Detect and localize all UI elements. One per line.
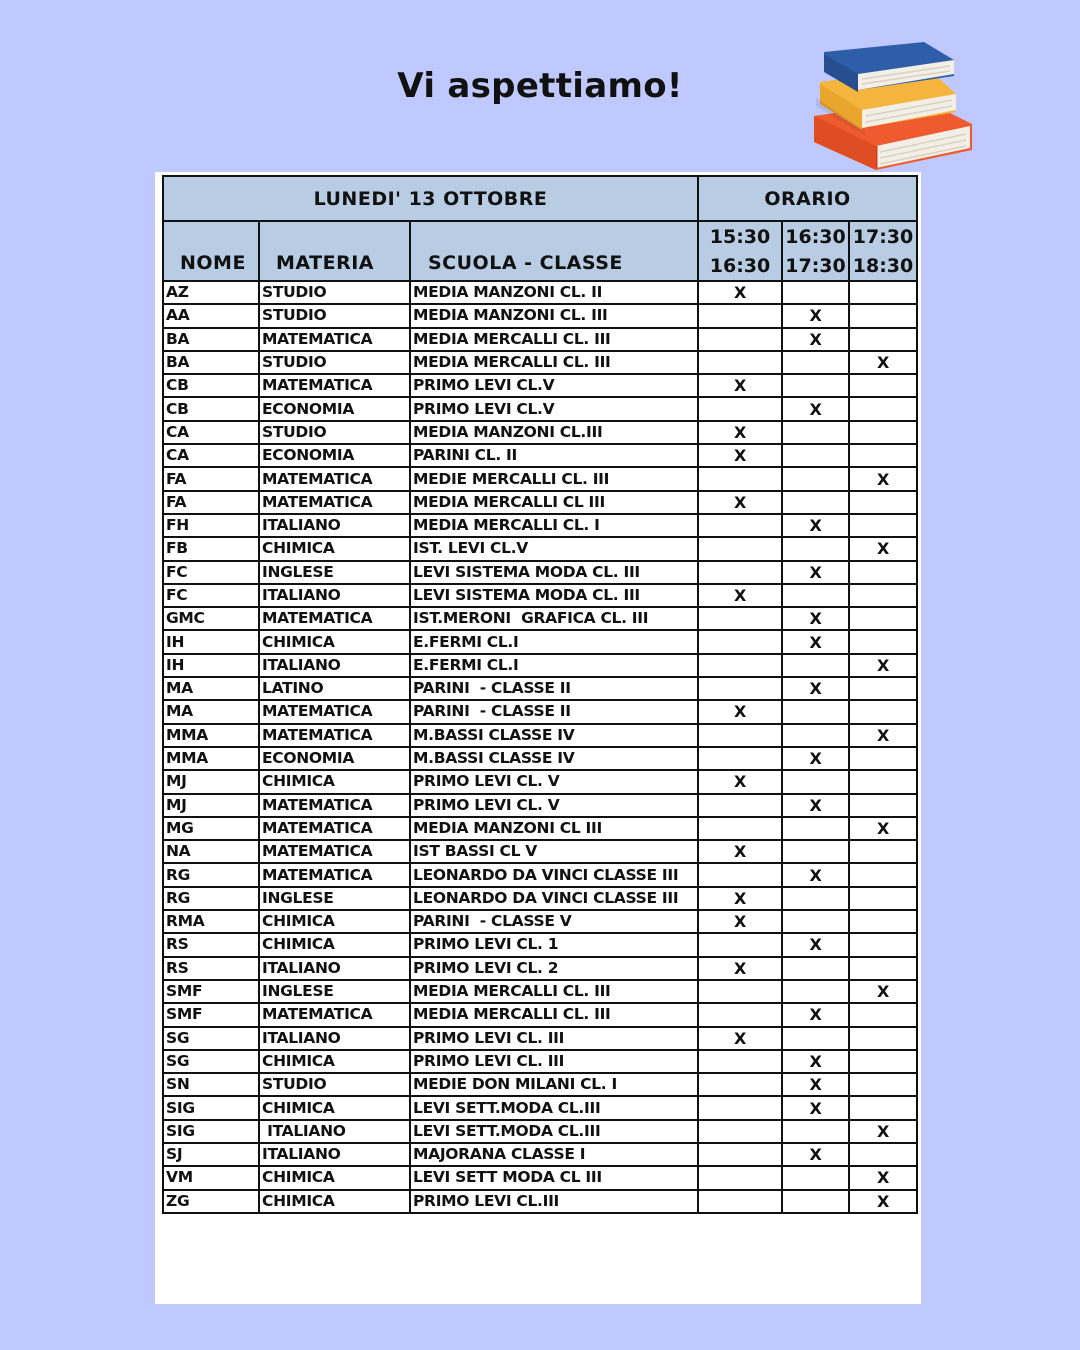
table-row [163, 304, 917, 327]
table-row [163, 957, 917, 980]
slot-2-cell [782, 467, 849, 490]
materia-cell: INGLESE [259, 980, 410, 1003]
scuola-cell: MEDIA MERCALLI CL III [410, 491, 698, 514]
scuola-cell: IST BASSI CL V [410, 840, 698, 863]
scuola-cell: PARINI CL. II [410, 444, 698, 467]
table-row [163, 887, 917, 910]
nome-cell: MJ [163, 794, 259, 817]
scuola-cell: IST. LEVI CL.V [410, 537, 698, 560]
slot-2-cell: X [782, 1003, 849, 1026]
slot-1-cell [698, 1073, 782, 1096]
slot-1-cell: X [698, 491, 782, 514]
slot-3-cell [849, 397, 917, 420]
scuola-cell: MEDIA MANZONI CL. III [410, 304, 698, 327]
slot-1-cell [698, 747, 782, 770]
nome-cell: SN [163, 1073, 259, 1096]
slot-end-3: 18:30 [849, 251, 917, 281]
materia-cell: ECONOMIA [259, 397, 410, 420]
slot-3-cell [849, 1073, 917, 1096]
slot-1-cell [698, 1120, 782, 1143]
table-row [163, 747, 917, 770]
scuola-cell: MEDIA MERCALLI CL. III [410, 1003, 698, 1026]
materia-cell: STUDIO [259, 281, 410, 304]
scuola-cell: LEONARDO DA VINCI CLASSE III [410, 863, 698, 886]
materia-cell: STUDIO [259, 351, 410, 374]
slot-1-cell: X [698, 1027, 782, 1050]
materia-cell: CHIMICA [259, 630, 410, 653]
slot-3-cell [849, 677, 917, 700]
scuola-cell: PRIMO LEVI CL. 1 [410, 933, 698, 956]
nome-cell: CB [163, 374, 259, 397]
slot-3-cell [849, 1050, 917, 1073]
nome-cell: FC [163, 584, 259, 607]
table-row [163, 863, 917, 886]
slot-3-cell: X [849, 724, 917, 747]
slot-1-cell [698, 654, 782, 677]
nome-cell: SIG [163, 1120, 259, 1143]
slot-3-cell [849, 863, 917, 886]
slot-3-cell [849, 1096, 917, 1119]
slot-1-cell [698, 630, 782, 653]
slot-2-cell [782, 654, 849, 677]
slot-3-cell [849, 1003, 917, 1026]
materia-cell: ITALIANO [259, 654, 410, 677]
materia-cell: MATEMATICA [259, 700, 410, 723]
slot-2-cell [782, 444, 849, 467]
nome-cell: SIG [163, 1096, 259, 1119]
nome-cell: FH [163, 514, 259, 537]
slot-3-cell [849, 281, 917, 304]
scuola-cell: PRIMO LEVI CL. V [410, 770, 698, 793]
materia-cell: CHIMICA [259, 1096, 410, 1119]
slot-2-cell: X [782, 933, 849, 956]
materia-cell: ITALIANO [259, 584, 410, 607]
scuola-cell: MEDIA MANZONI CL.III [410, 421, 698, 444]
column-header-nome: NOME [163, 221, 259, 281]
slot-start-2: 16:30 [782, 221, 849, 251]
slot-1-cell [698, 351, 782, 374]
materia-cell: MATEMATICA [259, 1003, 410, 1026]
scuola-cell: MEDIA MANZONI CL. II [410, 281, 698, 304]
slot-2-cell [782, 537, 849, 560]
nome-cell: CA [163, 421, 259, 444]
table-row [163, 1096, 917, 1119]
schedule-table [162, 175, 918, 1214]
nome-cell: IH [163, 654, 259, 677]
slot-3-cell [849, 374, 917, 397]
nome-cell: ZG [163, 1190, 259, 1213]
slot-1-cell [698, 514, 782, 537]
table-row [163, 444, 917, 467]
materia-cell: ITALIANO [259, 957, 410, 980]
table-row [163, 374, 917, 397]
slot-3-cell: X [849, 537, 917, 560]
slot-1-cell [698, 1003, 782, 1026]
slot-3-cell [849, 444, 917, 467]
slot-3-cell [849, 933, 917, 956]
scuola-cell: PRIMO LEVI CL.V [410, 374, 698, 397]
scuola-cell: M.BASSI CLASSE IV [410, 724, 698, 747]
materia-cell: MATEMATICA [259, 794, 410, 817]
slot-2-cell: X [782, 304, 849, 327]
materia-cell: MATEMATICA [259, 863, 410, 886]
slot-2-cell: X [782, 607, 849, 630]
materia-cell: LATINO [259, 677, 410, 700]
slot-1-cell [698, 467, 782, 490]
column-header-materia: MATERIA [259, 221, 410, 281]
materia-cell: CHIMICA [259, 910, 410, 933]
slot-1-cell: X [698, 887, 782, 910]
table-row [163, 1027, 917, 1050]
scuola-cell: PRIMO LEVI CL.V [410, 397, 698, 420]
table-row [163, 328, 917, 351]
materia-cell: ITALIANO [259, 514, 410, 537]
materia-cell: ITALIANO [259, 1143, 410, 1166]
table-row [163, 1050, 917, 1073]
nome-cell: SJ [163, 1143, 259, 1166]
slot-2-cell: X [782, 794, 849, 817]
nome-cell: CA [163, 444, 259, 467]
scuola-cell: E.FERMI CL.I [410, 654, 698, 677]
table-row [163, 840, 917, 863]
materia-cell: ECONOMIA [259, 747, 410, 770]
slot-3-cell [849, 491, 917, 514]
column-header-scuola: SCUOLA - CLASSE [410, 221, 698, 281]
slot-1-cell [698, 304, 782, 327]
slot-1-cell [698, 328, 782, 351]
slot-3-cell [849, 328, 917, 351]
slot-2-cell [782, 817, 849, 840]
scuola-cell: IST.MERONI GRAFICA CL. III [410, 607, 698, 630]
table-row [163, 724, 917, 747]
scuola-cell: MEDIA MANZONI CL III [410, 817, 698, 840]
table-row [163, 1143, 917, 1166]
table-row [163, 654, 917, 677]
slot-3-cell [849, 630, 917, 653]
page-title: Vi aspettiamo! [397, 66, 683, 106]
materia-cell: ITALIANO [259, 1120, 410, 1143]
table-row [163, 397, 917, 420]
nome-cell: AA [163, 304, 259, 327]
materia-cell: MATEMATICA [259, 607, 410, 630]
table-row [163, 700, 917, 723]
table-row [163, 537, 917, 560]
slot-1-cell: X [698, 584, 782, 607]
scuola-cell: MEDIE MERCALLI CL. III [410, 467, 698, 490]
materia-cell: INGLESE [259, 561, 410, 584]
nome-cell: RS [163, 957, 259, 980]
slot-2-cell: X [782, 630, 849, 653]
slot-2-cell [782, 700, 849, 723]
nome-cell: FC [163, 561, 259, 584]
slot-2-cell [782, 1166, 849, 1189]
slot-2-cell: X [782, 1073, 849, 1096]
table-row [163, 584, 917, 607]
scuola-cell: PARINI - CLASSE V [410, 910, 698, 933]
slot-2-cell: X [782, 1050, 849, 1073]
slot-3-cell [849, 770, 917, 793]
scuola-cell: LEVI SETT.MODA CL.III [410, 1120, 698, 1143]
slot-3-cell [849, 910, 917, 933]
nome-cell: MJ [163, 770, 259, 793]
nome-cell: IH [163, 630, 259, 653]
materia-cell: CHIMICA [259, 770, 410, 793]
slot-2-cell [782, 351, 849, 374]
scuola-cell: PRIMO LEVI CL. III [410, 1050, 698, 1073]
schedule-rows [163, 281, 917, 1213]
scuola-cell: PRIMO LEVI CL. 2 [410, 957, 698, 980]
scuola-cell: LEONARDO DA VINCI CLASSE III [410, 887, 698, 910]
table-row [163, 1073, 917, 1096]
slot-1-cell [698, 1050, 782, 1073]
slot-2-cell: X [782, 747, 849, 770]
slot-end-1: 16:30 [698, 251, 782, 281]
nome-cell: MA [163, 700, 259, 723]
slot-2-cell [782, 957, 849, 980]
scuola-cell: PARINI - CLASSE II [410, 700, 698, 723]
table-row [163, 491, 917, 514]
slot-1-cell [698, 1096, 782, 1119]
table-row [163, 351, 917, 374]
slot-3-cell: X [849, 654, 917, 677]
slot-1-cell: X [698, 374, 782, 397]
nome-cell: SMF [163, 980, 259, 1003]
nome-cell: AZ [163, 281, 259, 304]
scuola-cell: MEDIA MERCALLI CL. III [410, 351, 698, 374]
slot-1-cell: X [698, 421, 782, 444]
schedule-sheet [155, 172, 921, 1304]
table-row [163, 1003, 917, 1026]
table-row [163, 607, 917, 630]
materia-cell: MATEMATICA [259, 328, 410, 351]
stack-of-books-icon [806, 38, 978, 178]
scuola-cell: PRIMO LEVI CL.III [410, 1190, 698, 1213]
slot-1-cell: X [698, 840, 782, 863]
slot-2-cell [782, 281, 849, 304]
slot-3-cell [849, 887, 917, 910]
scuola-cell: LEVI SISTEMA MODA CL. III [410, 584, 698, 607]
nome-cell: SG [163, 1027, 259, 1050]
materia-cell: MATEMATICA [259, 724, 410, 747]
materia-cell: MATEMATICA [259, 840, 410, 863]
nome-cell: FA [163, 491, 259, 514]
slot-3-cell: X [849, 1120, 917, 1143]
orario-header: ORARIO [698, 176, 917, 221]
slot-3-cell: X [849, 351, 917, 374]
slot-1-cell: X [698, 444, 782, 467]
nome-cell: SG [163, 1050, 259, 1073]
scuola-cell: MAJORANA CLASSE I [410, 1143, 698, 1166]
scuola-cell: MEDIE DON MILANI CL. I [410, 1073, 698, 1096]
slot-1-cell: X [698, 957, 782, 980]
slot-start-1: 15:30 [698, 221, 782, 251]
slot-3-cell: X [849, 1166, 917, 1189]
scuola-cell: LEVI SISTEMA MODA CL. III [410, 561, 698, 584]
slot-2-cell [782, 1120, 849, 1143]
slot-2-cell: X [782, 328, 849, 351]
table-row [163, 1166, 917, 1189]
slot-3-cell [849, 700, 917, 723]
slot-1-cell [698, 863, 782, 886]
slot-2-cell [782, 840, 849, 863]
scuola-cell: LEVI SETT.MODA CL.III [410, 1096, 698, 1119]
nome-cell: GMC [163, 607, 259, 630]
slot-3-cell [849, 794, 917, 817]
nome-cell: FA [163, 467, 259, 490]
slot-1-cell: X [698, 770, 782, 793]
table-row [163, 933, 917, 956]
table-row [163, 514, 917, 537]
nome-cell: MMA [163, 747, 259, 770]
materia-cell: CHIMICA [259, 537, 410, 560]
slot-1-cell: X [698, 910, 782, 933]
slot-2-cell: X [782, 514, 849, 537]
slot-2-cell: X [782, 1096, 849, 1119]
scuola-cell: M.BASSI CLASSE IV [410, 747, 698, 770]
slot-3-cell [849, 957, 917, 980]
slot-2-cell [782, 1027, 849, 1050]
table-row [163, 980, 917, 1003]
nome-cell: RG [163, 887, 259, 910]
slot-2-cell: X [782, 863, 849, 886]
slot-1-cell [698, 1190, 782, 1213]
materia-cell: CHIMICA [259, 1190, 410, 1213]
slot-2-cell [782, 421, 849, 444]
nome-cell: MG [163, 817, 259, 840]
slot-3-cell [849, 514, 917, 537]
table-row [163, 794, 917, 817]
slot-2-cell: X [782, 1143, 849, 1166]
slot-3-cell [849, 1143, 917, 1166]
nome-cell: VM [163, 1166, 259, 1189]
nome-cell: RMA [163, 910, 259, 933]
nome-cell: BA [163, 328, 259, 351]
scuola-cell: E.FERMI CL.I [410, 630, 698, 653]
materia-cell: MATEMATICA [259, 467, 410, 490]
slot-1-cell [698, 397, 782, 420]
nome-cell: RG [163, 863, 259, 886]
materia-cell: MATEMATICA [259, 817, 410, 840]
scuola-cell: PARINI - CLASSE II [410, 677, 698, 700]
materia-cell: STUDIO [259, 1073, 410, 1096]
table-row [163, 281, 917, 304]
slot-3-cell [849, 607, 917, 630]
table-row [163, 630, 917, 653]
materia-cell: CHIMICA [259, 1050, 410, 1073]
scuola-cell: MEDIA MERCALLI CL. III [410, 980, 698, 1003]
slot-2-cell [782, 724, 849, 747]
nome-cell: SMF [163, 1003, 259, 1026]
slot-1-cell [698, 537, 782, 560]
slot-3-cell [849, 584, 917, 607]
slot-2-cell [782, 491, 849, 514]
slot-1-cell [698, 561, 782, 584]
scuola-cell: PRIMO LEVI CL. III [410, 1027, 698, 1050]
nome-cell: RS [163, 933, 259, 956]
slot-1-cell [698, 1143, 782, 1166]
nome-cell: MMA [163, 724, 259, 747]
slot-end-2: 17:30 [782, 251, 849, 281]
scuola-cell: PRIMO LEVI CL. V [410, 794, 698, 817]
slot-2-cell [782, 584, 849, 607]
slot-3-cell: X [849, 1190, 917, 1213]
slot-3-cell [849, 304, 917, 327]
slot-2-cell [782, 980, 849, 1003]
materia-cell: ITALIANO [259, 1027, 410, 1050]
slot-1-cell [698, 794, 782, 817]
materia-cell: STUDIO [259, 304, 410, 327]
materia-cell: CHIMICA [259, 1166, 410, 1189]
slot-1-cell: X [698, 700, 782, 723]
slot-2-cell [782, 1190, 849, 1213]
slot-2-cell [782, 770, 849, 793]
slot-2-cell [782, 374, 849, 397]
slot-3-cell [849, 421, 917, 444]
table-row [163, 910, 917, 933]
slot-2-cell: X [782, 561, 849, 584]
materia-cell: MATEMATICA [259, 374, 410, 397]
table-row [163, 770, 917, 793]
slot-1-cell [698, 607, 782, 630]
slot-1-cell [698, 677, 782, 700]
table-row [163, 677, 917, 700]
table-row [163, 817, 917, 840]
table-row [163, 561, 917, 584]
table-row [163, 1190, 917, 1213]
slot-start-3: 17:30 [849, 221, 917, 251]
slot-1-cell [698, 817, 782, 840]
slot-1-cell [698, 980, 782, 1003]
slot-2-cell: X [782, 677, 849, 700]
scuola-cell: LEVI SETT MODA CL III [410, 1166, 698, 1189]
nome-cell: CB [163, 397, 259, 420]
slot-1-cell [698, 933, 782, 956]
table-row [163, 421, 917, 444]
slot-3-cell: X [849, 467, 917, 490]
materia-cell: MATEMATICA [259, 491, 410, 514]
slot-3-cell [849, 747, 917, 770]
materia-cell: CHIMICA [259, 933, 410, 956]
slot-1-cell [698, 1166, 782, 1189]
materia-cell: INGLESE [259, 887, 410, 910]
nome-cell: MA [163, 677, 259, 700]
slot-3-cell [849, 561, 917, 584]
materia-cell: ECONOMIA [259, 444, 410, 467]
materia-cell: STUDIO [259, 421, 410, 444]
slot-2-cell: X [782, 397, 849, 420]
slot-3-cell [849, 840, 917, 863]
slot-1-cell: X [698, 281, 782, 304]
table-row [163, 1120, 917, 1143]
slot-2-cell [782, 887, 849, 910]
slot-1-cell [698, 724, 782, 747]
slot-2-cell [782, 910, 849, 933]
slot-3-cell [849, 1027, 917, 1050]
slot-3-cell: X [849, 980, 917, 1003]
nome-cell: FB [163, 537, 259, 560]
scuola-cell: MEDIA MERCALLI CL. I [410, 514, 698, 537]
nome-cell: BA [163, 351, 259, 374]
table-row [163, 467, 917, 490]
scuola-cell: MEDIA MERCALLI CL. III [410, 328, 698, 351]
date-header: LUNEDI' 13 OTTOBRE [163, 176, 698, 221]
nome-cell: NA [163, 840, 259, 863]
slot-3-cell: X [849, 817, 917, 840]
